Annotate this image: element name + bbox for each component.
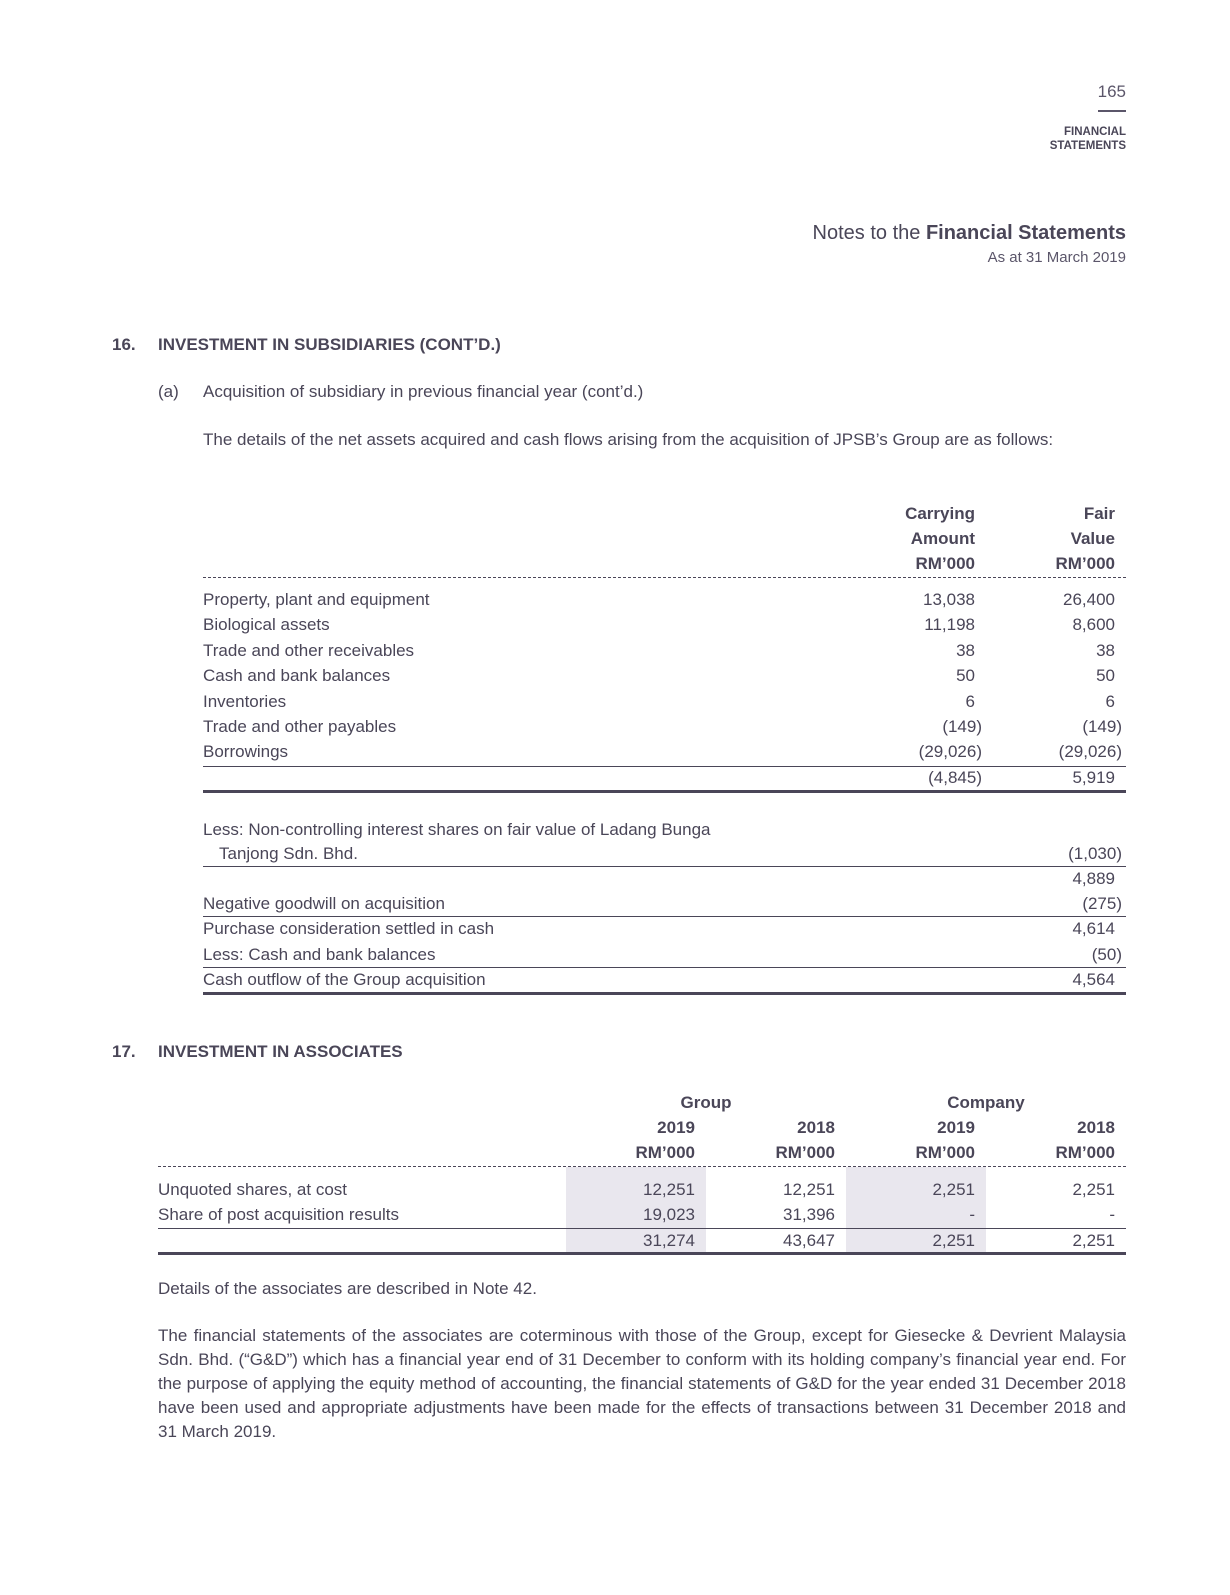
- carrying-value: 6: [965, 691, 975, 711]
- carrying-value: 13,038: [923, 590, 975, 609]
- unit-company-2018: RM’000: [1055, 1143, 1115, 1162]
- row-label: Borrowings: [203, 742, 289, 762]
- note17-number: 17.: [112, 1042, 136, 1061]
- year-group-2019: 2019: [657, 1118, 695, 1137]
- section-tag-line1: FINANCIAL: [1064, 126, 1126, 138]
- fair-value: (29,026): [1058, 742, 1122, 762]
- row-label: Inventories: [203, 691, 287, 711]
- assoc-value: 19,023: [643, 1205, 695, 1224]
- total-carrying: (4,845): [928, 768, 982, 787]
- assoc-value: 2,251: [1072, 1180, 1115, 1199]
- col-carrying-line2: Amount: [910, 529, 975, 548]
- page-title-prefix: Notes to the: [812, 222, 926, 244]
- year-group-2018: 2018: [797, 1118, 835, 1137]
- goodwill-label: Negative goodwill on acquisition: [203, 894, 445, 913]
- fair-value: (149): [1082, 716, 1122, 736]
- note16-sub-heading: Acquisition of subsidiary in previous financial year (cont’d.): [203, 382, 644, 401]
- col-carrying-unit: RM’000: [915, 554, 975, 573]
- page-subtitle: As at 31 March 2019: [987, 249, 1126, 266]
- note16-header-dashed-rule: [203, 577, 1126, 578]
- row-label: Trade and other payables: [203, 716, 397, 736]
- carrying-value: 11,198: [924, 615, 975, 635]
- note16-number: 16.: [112, 335, 136, 354]
- goodwill-rule: [203, 916, 1126, 917]
- unit-group-2018: RM’000: [775, 1143, 835, 1162]
- note17-total-double-rule: [158, 1252, 1126, 1255]
- col-carrying-line1: Carrying: [905, 504, 975, 523]
- carrying-value: (29,026): [918, 742, 982, 762]
- total-fair: 5,919: [1072, 768, 1115, 787]
- table-row: [203, 641, 1126, 666]
- table-row: [203, 692, 1126, 717]
- fair-value: 38: [1096, 640, 1115, 660]
- note16-heading: INVESTMENT IN SUBSIDIARIES (CONT’D.): [158, 335, 501, 354]
- note16-rows-rule: [203, 766, 1126, 767]
- year-company-2018: 2018: [1077, 1118, 1115, 1137]
- assoc-value: 31,396: [783, 1205, 835, 1224]
- unit-group-2019: RM’000: [635, 1143, 695, 1162]
- note17-rows-rule: [158, 1228, 1126, 1229]
- row-label: Biological assets: [203, 615, 330, 635]
- outflow-double-rule: [203, 992, 1126, 995]
- assoc-value: 2,251: [932, 1180, 975, 1199]
- nci-value: (1,030): [1068, 844, 1122, 863]
- nci-rule: [203, 866, 1126, 867]
- note17-paragraph: The financial statements of the associates are coterminous with those of the Group, except for Giesecke & Devrient Malaysia Sdn. Bhd. (“G&D”) which has a financial year end of 31 December to conform with its holding company’s financial year end. For the purpose of applying the equity method of accounting, the financial statements of G&D for the year ended 31 December 2018 have been used and appropriate adjustments have been made for the effects of transactions between 31 December 2018 and 31 March 2019.: [158, 1326, 1126, 1441]
- assoc-value: -: [969, 1205, 975, 1224]
- note17-heading: INVESTMENT IN ASSOCIATES: [158, 1042, 403, 1061]
- assoc-row-label: Unquoted shares, at cost: [158, 1180, 348, 1199]
- note16-total-double-rule: [203, 790, 1126, 793]
- outflow-label: Cash outflow of the Group acquisition: [203, 970, 486, 989]
- fair-value: 8,600: [1072, 615, 1115, 635]
- assoc-total: 43,647: [783, 1231, 835, 1250]
- table-row: [203, 717, 1126, 742]
- col-fair-line1: Fair: [1083, 504, 1115, 523]
- table-row: [203, 590, 1126, 615]
- note17-header-dashed-rule: [158, 1166, 1126, 1167]
- carrying-value: 50: [956, 666, 975, 686]
- fair-value: 6: [1105, 691, 1115, 711]
- section-tag: [1050, 125, 1126, 153]
- col-fair-line2: Value: [1070, 529, 1115, 548]
- subtotal-value: 4,889: [1072, 869, 1115, 888]
- carrying-value: 38: [956, 640, 975, 660]
- fair-value: 50: [1096, 666, 1115, 686]
- purchase-value: 4,614: [1072, 919, 1115, 938]
- group-label: Group: [680, 1093, 732, 1112]
- row-label: Trade and other receivables: [203, 640, 415, 660]
- assoc-total: 2,251: [932, 1231, 975, 1250]
- page-number: 165: [1097, 82, 1126, 101]
- assoc-value: 12,251: [783, 1180, 835, 1199]
- unit-company-2019: RM’000: [915, 1143, 975, 1162]
- company-label: Company: [947, 1093, 1025, 1112]
- carrying-value: (149): [942, 716, 982, 736]
- year-company-2019: 2019: [937, 1118, 975, 1137]
- page-number-rule: [1098, 110, 1126, 112]
- goodwill-value: (275): [1082, 894, 1122, 913]
- fair-value: 26,400: [1063, 590, 1115, 609]
- assoc-row-label: Share of post acquisition results: [158, 1205, 399, 1224]
- table-row: [203, 666, 1126, 691]
- assoc-total: 31,274: [643, 1231, 695, 1250]
- note16-sub-label: (a): [158, 382, 179, 401]
- col-fair-unit: RM’000: [1055, 554, 1115, 573]
- page-title: [813, 222, 1126, 245]
- nci-label-line1: Less: Non-controlling interest shares on fair value of Ladang Bunga: [203, 820, 711, 839]
- assoc-value: 12,251: [643, 1180, 695, 1199]
- row-label: Cash and bank balances: [203, 666, 391, 686]
- outflow-value: 4,564: [1072, 970, 1115, 989]
- section-tag-line2: STATEMENTS: [1049, 140, 1126, 152]
- purchase-label: Purchase consideration settled in cash: [203, 919, 495, 938]
- assoc-total: 2,251: [1072, 1231, 1115, 1250]
- less-cash-rule: [203, 967, 1126, 968]
- note17-details: Details of the associates are described in Note 42.: [158, 1279, 537, 1298]
- page-title-bold: Financial Statements: [925, 222, 1126, 244]
- assoc-value: -: [1109, 1205, 1115, 1224]
- table-row: [203, 742, 1126, 767]
- row-label: Property, plant and equipment: [203, 590, 430, 609]
- nci-label-line2: Tanjong Sdn. Bhd.: [219, 844, 358, 863]
- note16-rows: [203, 590, 1126, 768]
- table-row: [203, 615, 1126, 640]
- less-cash-label: Less: Cash and bank balances: [203, 945, 436, 964]
- less-cash-value: (50): [1091, 945, 1122, 964]
- note16-intro: The details of the net assets acquired and cash flows arising from the acquisition of JPSB’s Group are as follows:: [203, 430, 1054, 449]
